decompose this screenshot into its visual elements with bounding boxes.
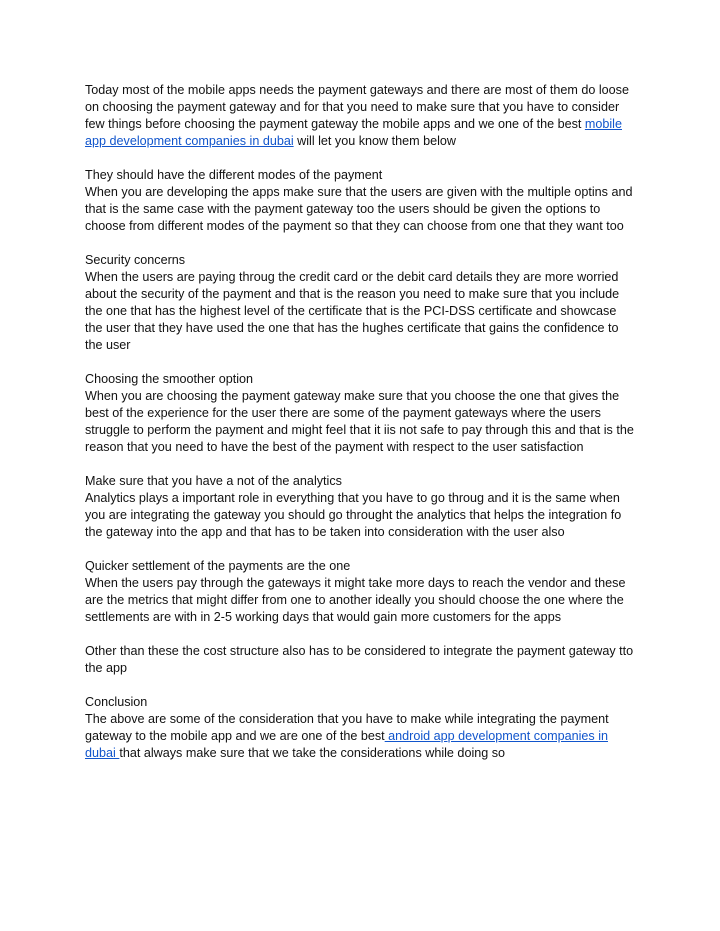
conclusion-paragraph <box>85 711 637 762</box>
section-heading-settlement: Quicker settlement of the payments are the one <box>85 559 351 573</box>
intro-paragraph <box>85 82 637 150</box>
intro-text: Today most of the mobile apps needs the payment gateways and there are most of them do loose on choosing the payment gateway and for that you need to make sure that you have to consider few things before choosing the payment gateway the mobile apps and we one of the best <box>85 83 629 131</box>
section-body-analytics: Analytics plays a important role in everything that you have to go throug and it is the same when you are integrating the gateway you should go throught the analytics that helps the integration fo the gateway into the app and that has to be taken into consideration with the user also <box>85 491 622 539</box>
conclusion-text: The above are some of the consideration that you have to make while integrating the payment gateway to the mobile app and we are one of the best <box>85 712 609 743</box>
section-body-smoother-option: When you are choosing the payment gateway make sure that you choose the one that gives the best of the experience for the user there are some of the payment gateways where the users struggle to perform the payment and might feel that it iis not safe to pay through this and that is the reason that you need to have the best of the payment with respect to the user satisfaction <box>85 389 634 454</box>
conclusion-heading: Conclusion <box>85 695 148 709</box>
android-app-development-link[interactable]: android app development companies in dubai <box>85 729 608 760</box>
document-page <box>85 82 637 779</box>
section-heading-analytics: Make sure that you have a not of the analytics <box>85 474 342 488</box>
section-heading-smoother-option: Choosing the smoother option <box>85 372 254 386</box>
mobile-app-development-link[interactable]: mobile app development companies in dubai <box>85 117 622 148</box>
section-body-payment-modes: When you are developing the apps make sure that the users are given with the multiple optins and that is the same case with the payment gateway too the users should be given the options to choose from different modes of the payment so that they can choose from one that they want too <box>85 185 633 233</box>
section-heading-payment-modes: They should have the different modes of the payment <box>85 168 383 182</box>
section-heading-security: Security concerns <box>85 253 186 267</box>
cost-structure-paragraph: Other than these the cost structure also has to be considered to integrate the payment gateway tto the app <box>85 644 634 675</box>
section-body-security: When the users are paying throug the credit card or the debit card details they are more worried about the security of the payment and that is the reason you need to make sure that you include the one that has the highest level of the certificate that is the PCI-DSS certificate and showcase the user that they have used the one that has the hughes certificate that gains the confidence to the user <box>85 270 620 352</box>
intro-text-end: will let you know them below <box>293 134 457 148</box>
section-body-settlement: When the users pay through the gateways it might take more days to reach the vendor and these are the metrics that might differ from one to another ideally you should choose the one where the settlements are with in 2-5 working days that would gain more customers for the apps <box>85 576 626 624</box>
conclusion-text-end: that always make sure that we take the considerations while doing so <box>119 746 506 760</box>
